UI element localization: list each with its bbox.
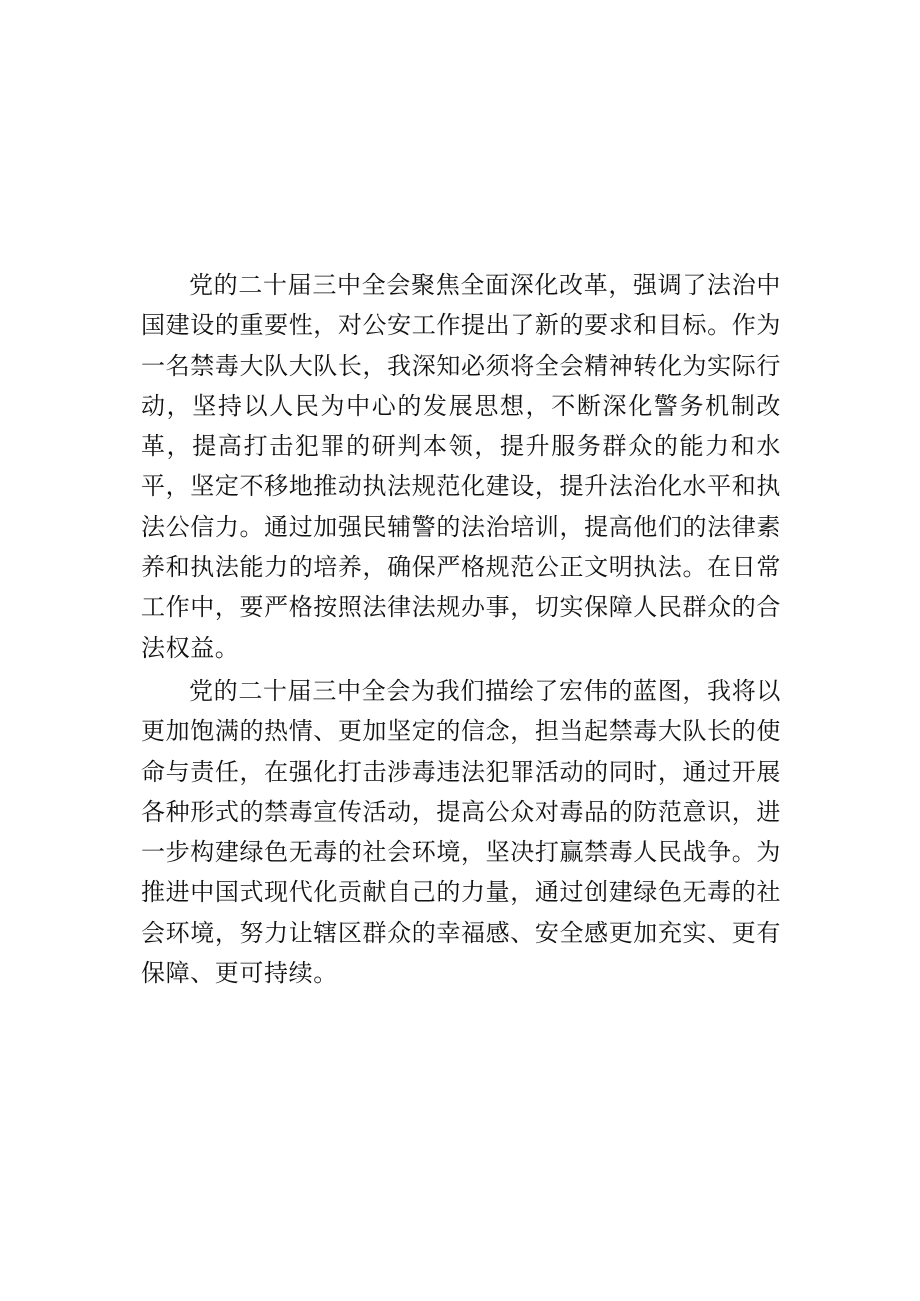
paragraph-2: 党的二十届三中全会为我们描绘了宏伟的蓝图，我将以更加饱满的热情、更加坚定的信念，担当起禁毒大队长的使命与责任，在强化打击涉毒违法犯罪活动的同时，通过开展各种形式的禁毒宣传活动，提高公众对毒品的防范意识，进一步构建绿色无毒的社会环境，坚决打赢禁毒人民战争。为推进中国式现代化贡献自己的力量，通过创建绿色无毒的社会环境，努力让辖区群众的幸福感、安全感更加充实、更有保障、更可持续。 (141, 676, 781, 988)
body-text (141, 265, 781, 993)
paragraph-1: 党的二十届三中全会聚焦全面深化改革，强调了法治中国建设的重要性，对公安工作提出了新的要求和目标。作为一名禁毒大队大队长，我深知必须将全会精神转化为实际行动，坚持以人民为中心的发展思想，不断深化警务机制改革，提高打击犯罪的研判本领，提升服务群众的能力和水平，坚定不移地推动执法规范化建设，提升法治化水平和执法公信力。通过加强民辅警的法治培训，提高他们的法律素养和执法能力的培养，确保严格规范公正文明执法。在日常工作中，要严格按照法律法规办事，切实保障人民群众的合法权益。 (141, 271, 781, 662)
